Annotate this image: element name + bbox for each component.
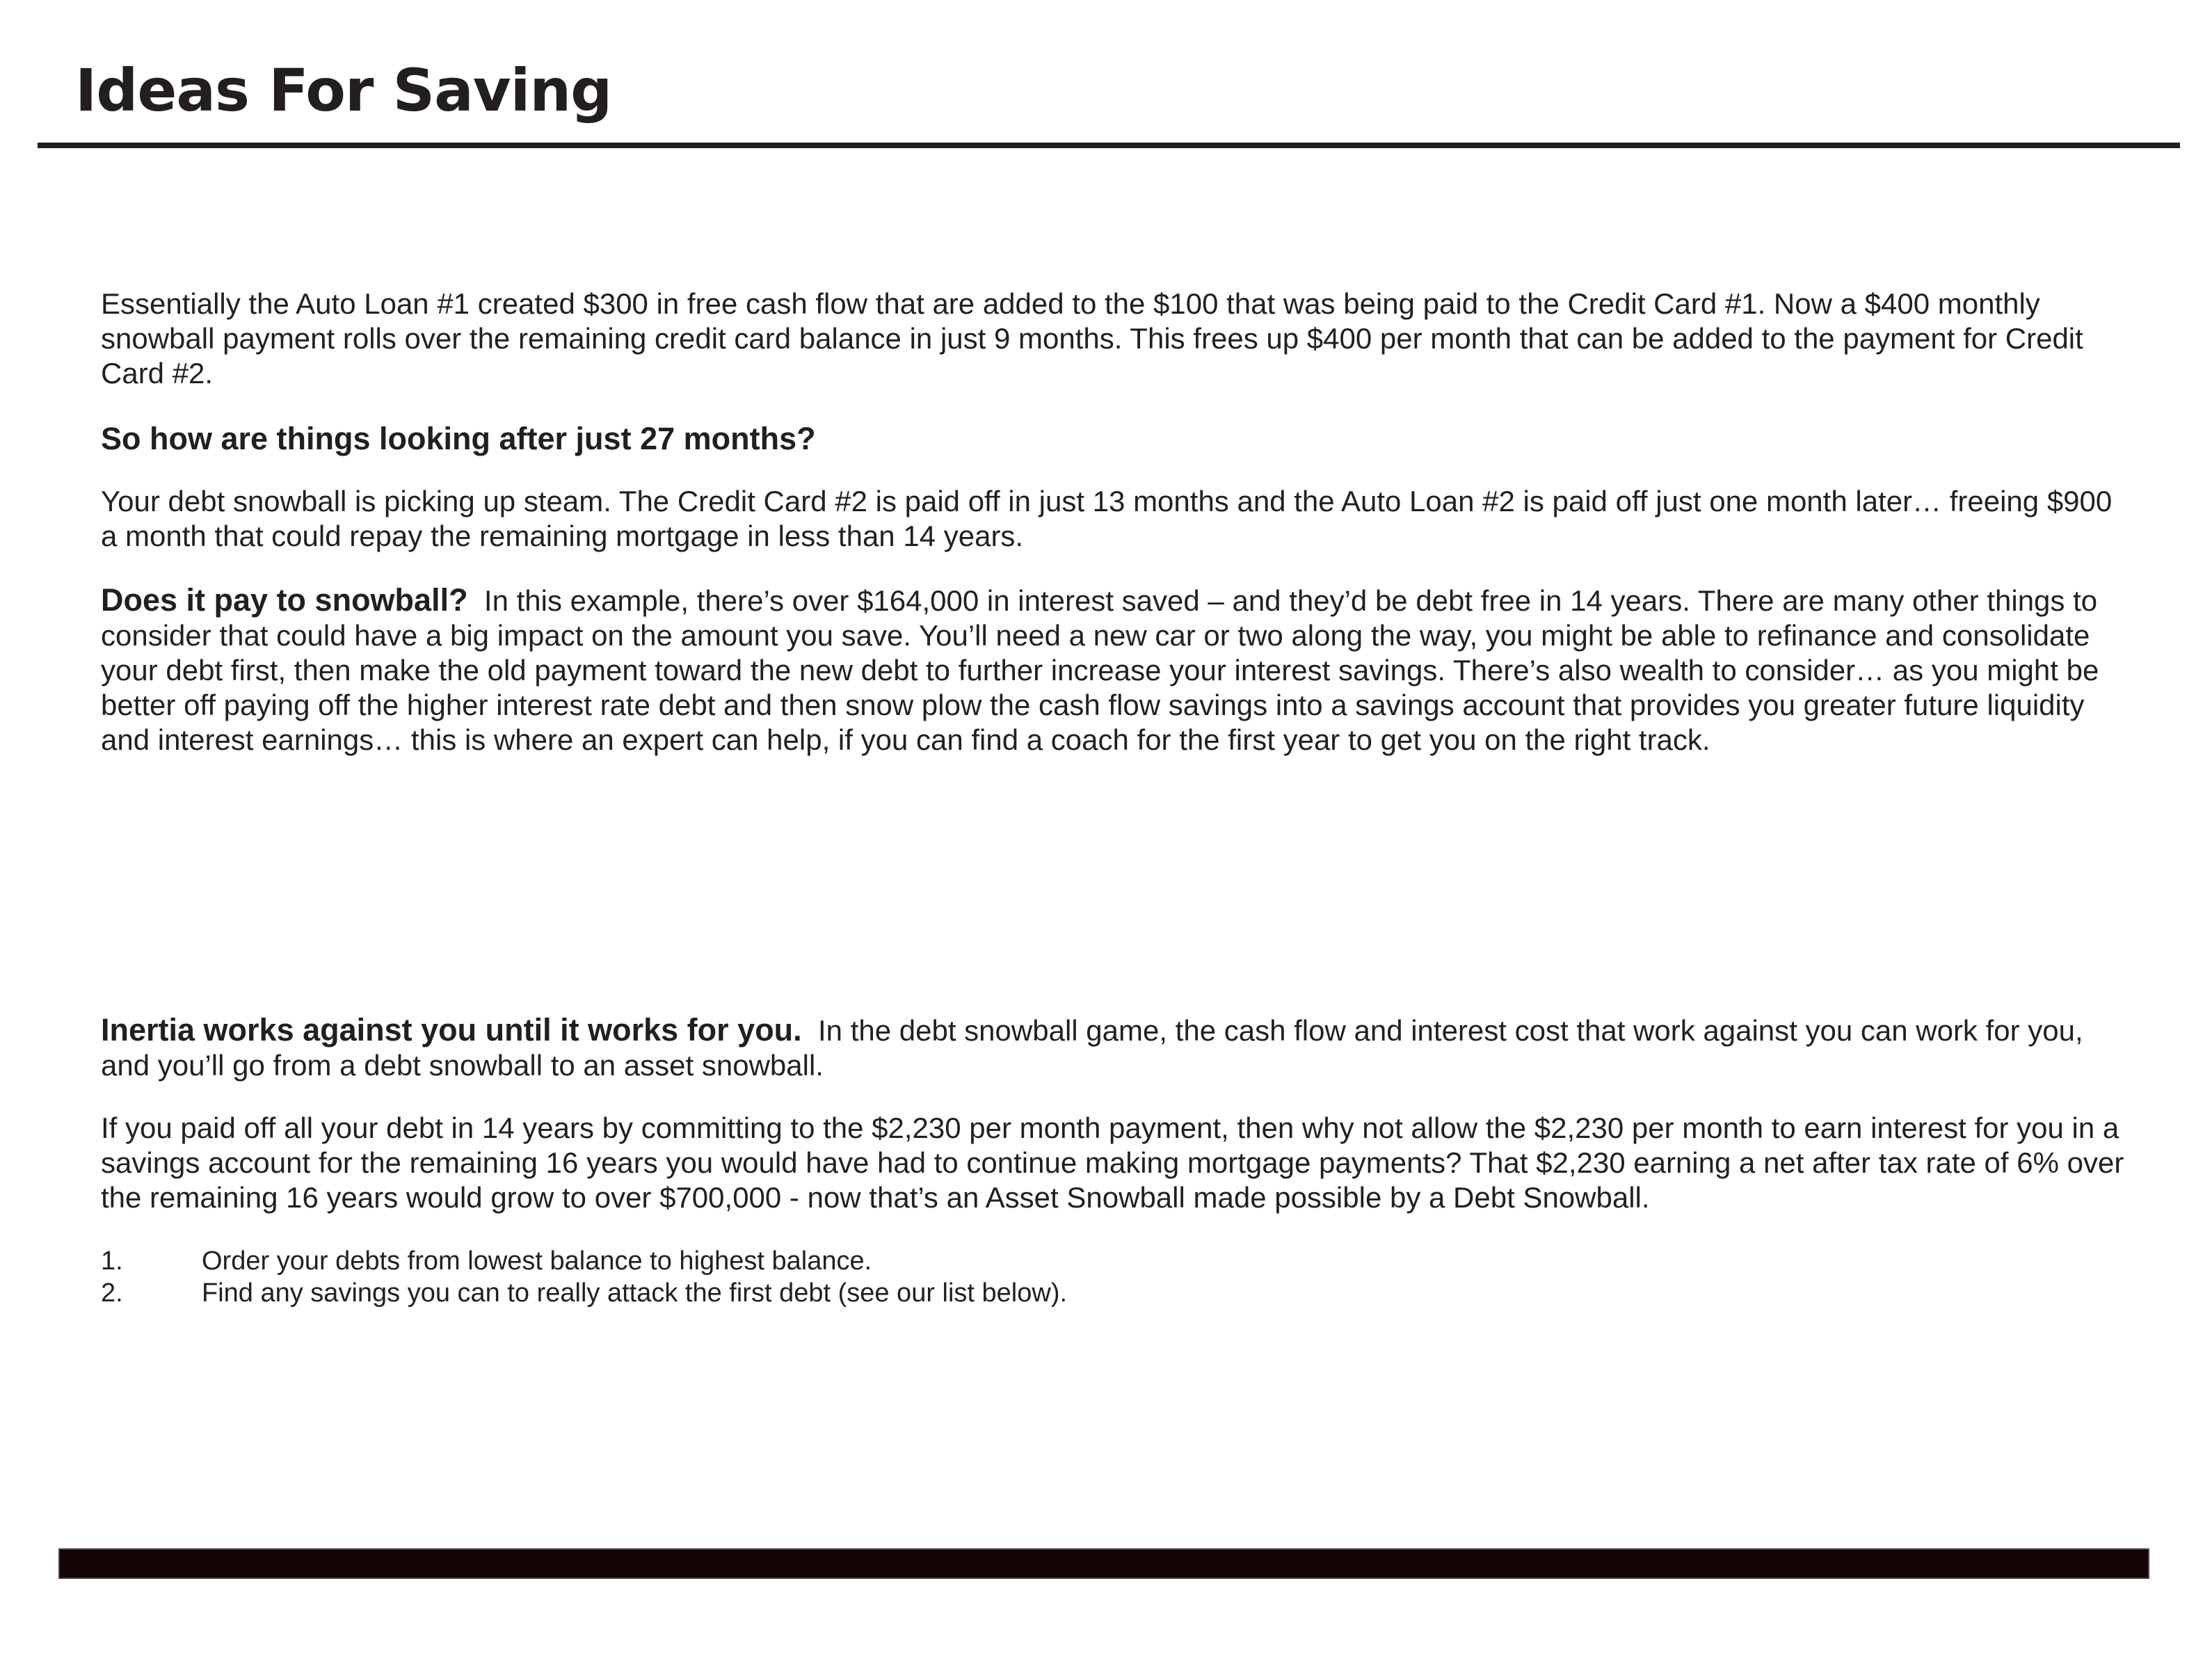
list-item	[101, 1245, 872, 1277]
inertia-body: In the debt snowball game, the cash flow and interest cost that work against you can work for you, and you’ll go from a debt snowball to an asset snowball.	[101, 1014, 2083, 1082]
section-heading-27-months: So how are things looking after just 27 months?	[101, 421, 816, 456]
inertia-paragraph	[101, 1013, 2132, 1083]
snowball-lead: Does it pay to snowball?	[101, 582, 468, 618]
snowball-body: In this example, there’s over $164,000 in interest saved – and they’d be debt free in 14 years. There are many other things to consider that could have a big impact on the amount you save. You’ll need a new car or two along the way, you might be able to refinance and consolidate your debt first, then make the old payment toward the new debt to further increase your interest savings. There’s also wealth to consider… as you might be better off paying off the higher interest rate debt and then snow plow the cash flow savings into a savings account that provides you greater future liquidity and interest earnings… this is where an expert can help, if you can find a coach for the first year to get you on the right track.	[101, 584, 2099, 756]
snowball-section	[101, 583, 2132, 757]
list-item-text: Find any savings you can to really attack the first debt (see our list below).	[202, 1278, 1068, 1308]
page-title: Ideas For Saving	[75, 56, 612, 125]
inertia-section	[101, 1013, 2132, 1215]
title-divider	[38, 143, 2180, 148]
intro-paragraph: Essentially the Auto Loan #1 created $300 in free cash flow that are added to the $100 that was being paid to the Credit Card #1. Now a $400 monthly snowball payment rolls over the remaining credit card balance in just 9 months. This frees up $400 per month that can be added to the payment for Credit Card #2.	[101, 287, 2083, 390]
footer-bar	[58, 1548, 2149, 1579]
list-item-text: Order your debts from lowest balance to highest balance.	[202, 1246, 872, 1276]
months-27-section	[101, 420, 2132, 554]
intro-section	[101, 287, 2132, 391]
list-item	[101, 1277, 1067, 1309]
list-item-number: 2.	[101, 1278, 123, 1308]
snowball-paragraph	[101, 583, 2132, 757]
list-item-number: 1.	[101, 1246, 123, 1276]
months-27-paragraph: Your debt snowball is picking up steam. The Credit Card #2 is paid off in just 13 months and the Auto Loan #2 is paid off just one month later… freeing $900 a month that could repay the remaining mortgage in less than 14 years.	[101, 485, 2113, 552]
inertia-lead: Inertia works against you until it works for you.	[101, 1012, 802, 1048]
asset-snowball-paragraph: If you paid off all your debt in 14 years by committing to the $2,230 per month payment, then why not allow the $2,230 per month to earn interest for you in a savings account for the remaining 16 years you would have had to continue making mortgage payments? That $2,230 earning a net after tax rate of 6% over the remaining 16 years would grow to over $700,000 - now that’s an Asset Snowball made possible by a Debt Snowball.	[101, 1112, 2124, 1214]
